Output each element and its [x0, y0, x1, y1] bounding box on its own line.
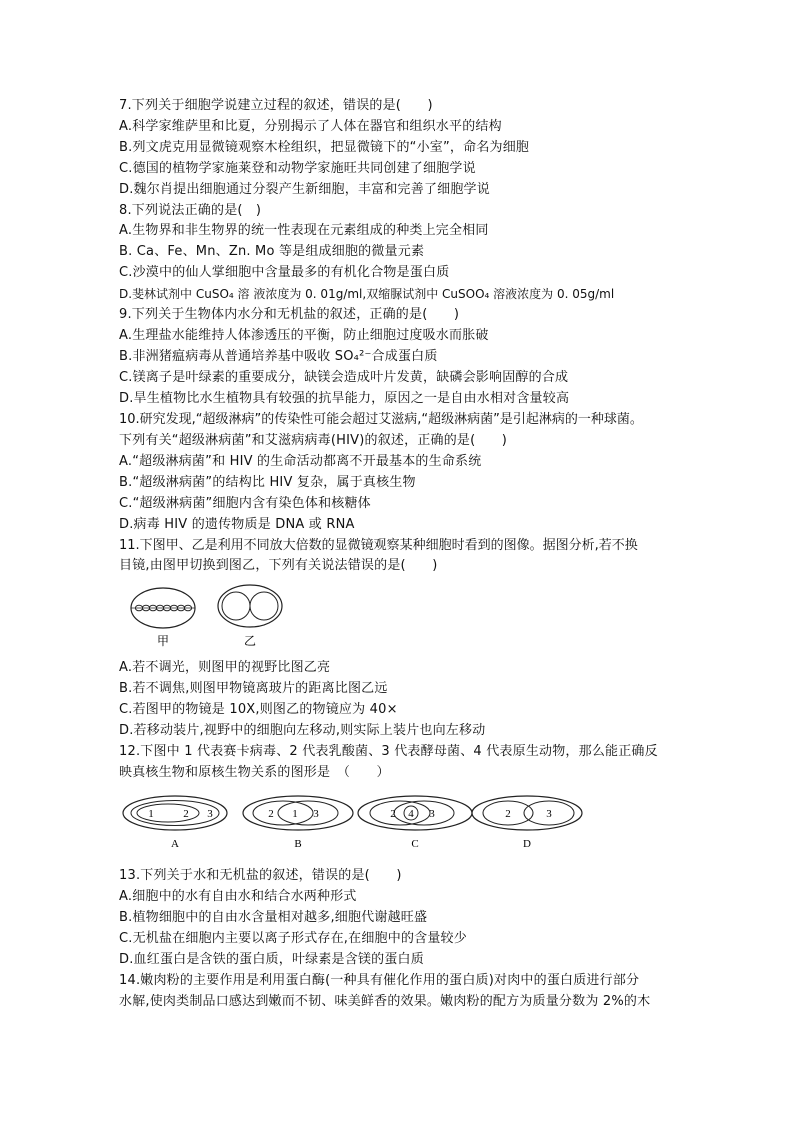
q9-option-c: C.镁离子是叶绿素的重要成分，缺镁会造成叶片发黄，缺磷会影响固醇的合成: [119, 370, 569, 385]
q9-option-a: A.生理盐水能维持人体渗透压的平衡，防止细胞过度吸水而胀破: [119, 328, 489, 343]
diagram-d-num-3: 3: [546, 808, 552, 820]
q11-stem-line-2: 目镜,由图甲切换到图乙，下列有关说法错误的是( ): [119, 558, 438, 573]
q11-option-d: D.若移动装片,视野中的细胞向左移动,则实际上装片也向左移动: [119, 723, 486, 738]
q8-option-b: B. Ca、Fe、Mn、Zn. Mo 等是组成细胞的微量元素: [119, 244, 425, 259]
q14-stem-line-1: 14.嫩肉粉的主要作用是利用蛋白酶(一种具有催化作用的蛋白质)对肉中的蛋白质进行部分: [119, 973, 640, 988]
q13-option-c: C.无机盐在细胞内主要以离子形式存在,在细胞中的含量较少: [119, 931, 467, 946]
figure-yi-label: 乙: [243, 634, 257, 648]
q11-option-c: C.若图甲的物镜是 10X,则图乙的物镜应为 40×: [119, 702, 398, 717]
q13-option-d: D.血红蛋白是含铁的蛋白质，叶绿素是含镁的蛋白质: [119, 952, 424, 967]
q10-option-a: A.“超级淋病菌”和 HIV 的生命活动都离不开最基本的生命系统: [119, 454, 482, 469]
diagram-c-letter: C: [411, 838, 419, 850]
diagram-b-letter: B: [294, 838, 302, 850]
diagram-c: [358, 796, 472, 850]
diagram-c-num-4: 4: [408, 808, 414, 820]
q13-stem: 13.下列关于水和无机盐的叙述，错误的是( ): [119, 868, 402, 883]
q12-stem-line-1: 12.下图中 1 代表赛卡病毒、2 代表乳酸菌、3 代表酵母菌、4 代表原生动物，那么能正确反: [119, 744, 658, 759]
diagram-b-num-3: 3: [313, 808, 319, 820]
figure-yi: [218, 585, 282, 648]
diagram-c-num-3: 3: [429, 808, 435, 820]
q7-option-d: D.魏尔肖提出细胞通过分裂产生新细胞，丰富和完善了细胞学说: [119, 182, 490, 197]
q10-stem-line-1: 10.研究发现,“超级淋病”的传染性可能会超过艾滋病,“超级淋病菌”是引起淋病的一种球菌。: [119, 412, 643, 427]
q10-option-c: C.“超级淋病菌”细胞内含有染色体和核糖体: [119, 496, 371, 511]
q8-option-a: A.生物界和非生物界的统一性表现在元素组成的种类上完全相同: [119, 223, 489, 238]
q7-stem: 7.下列关于细胞学说建立过程的叙述，错误的是( ): [119, 98, 433, 113]
diagram-d-letter: D: [523, 838, 531, 850]
q7-option-b: B.列文虎克用显微镜观察木栓组织，把显微镜下的“小室”，命名为细胞: [119, 140, 530, 155]
q12-venn-diagrams: [118, 794, 588, 854]
diagram-b-num-1: 1: [292, 808, 298, 820]
figure-jia-label: 甲: [156, 634, 170, 648]
diagram-c-num-2: 2: [390, 808, 396, 820]
q10-option-b: B.“超级淋病菌”的结构比 HIV 复杂，属于真核生物: [119, 475, 416, 490]
diagram-d: [472, 796, 582, 850]
q11-option-b: B.若不调焦,则图甲物镜离玻片的距离比图乙远: [119, 681, 388, 696]
diagram-a-letter: A: [171, 838, 179, 850]
q11-microscope-figure: [122, 584, 292, 652]
q8-option-c: C.沙漠中的仙人掌细胞中含量最多的有机化合物是蛋白质: [119, 265, 450, 280]
q12-stem-line-2: 映真核生物和原核生物关系的图形是 （ ）: [119, 765, 390, 780]
figure-jia: [131, 588, 195, 648]
diagram-b: [243, 796, 353, 850]
q8-stem: 8.下列说法正确的是( ): [119, 203, 262, 218]
diagram-b-num-2: 2: [268, 808, 274, 820]
q13-option-b: B.植物细胞中的自由水含量相对越多,细胞代谢越旺盛: [119, 910, 428, 925]
diagram-a-num-3: 3: [207, 808, 213, 820]
q7-option-a: A.科学家维萨里和比夏，分别揭示了人体在器官和组织水平的结构: [119, 119, 502, 134]
diagram-a-num-2: 2: [183, 808, 189, 820]
q14-stem-line-2: 水解,使肉类制品口感达到嫩而不韧、味美鲜香的效果。嫩肉粉的配方为质量分数为 2%的木: [119, 994, 651, 1009]
q9-option-b: B.非洲猪瘟病毒从普通培养基中吸收 SO₄²⁻合成蛋白质: [119, 349, 438, 364]
diagram-a-num-1: 1: [148, 808, 154, 820]
q7-option-c: C.德国的植物学家施莱登和动物学家施旺共同创建了细胞学说: [119, 161, 476, 176]
q10-stem-line-2: 下列有关“超级淋病菌”和艾滋病病毒(HIV)的叙述，正确的是( ): [119, 433, 508, 448]
q9-option-d: D.旱生植物比水生植物具有较强的抗旱能力，原因之一是自由水相对含量较高: [119, 391, 570, 406]
q11-option-a: A.若不调光，则图甲的视野比图乙亮: [119, 660, 331, 675]
q11-stem-line-1: 11.下图甲、乙是利用不同放大倍数的显微镜观察某种细胞时看到的图像。据图分析,若不换: [119, 538, 638, 553]
q13-option-a: A.细胞中的水有自由水和结合水两种形式: [119, 889, 357, 904]
q8-option-d: D.斐林试剂中 CuSO₄ 溶 液浓度为 0. 01g/ml,双缩脲试剂中 CuSOO₄ 溶液浓度为 0. 05g/ml: [119, 287, 615, 301]
q10-option-d: D.病毒 HIV 的遗传物质是 DNA 或 RNA: [119, 517, 355, 532]
diagram-d-num-2: 2: [505, 808, 511, 820]
diagram-a: [123, 796, 227, 850]
q9-stem: 9.下列关于生物体内水分和无机盐的叙述，正确的是( ): [119, 307, 460, 322]
